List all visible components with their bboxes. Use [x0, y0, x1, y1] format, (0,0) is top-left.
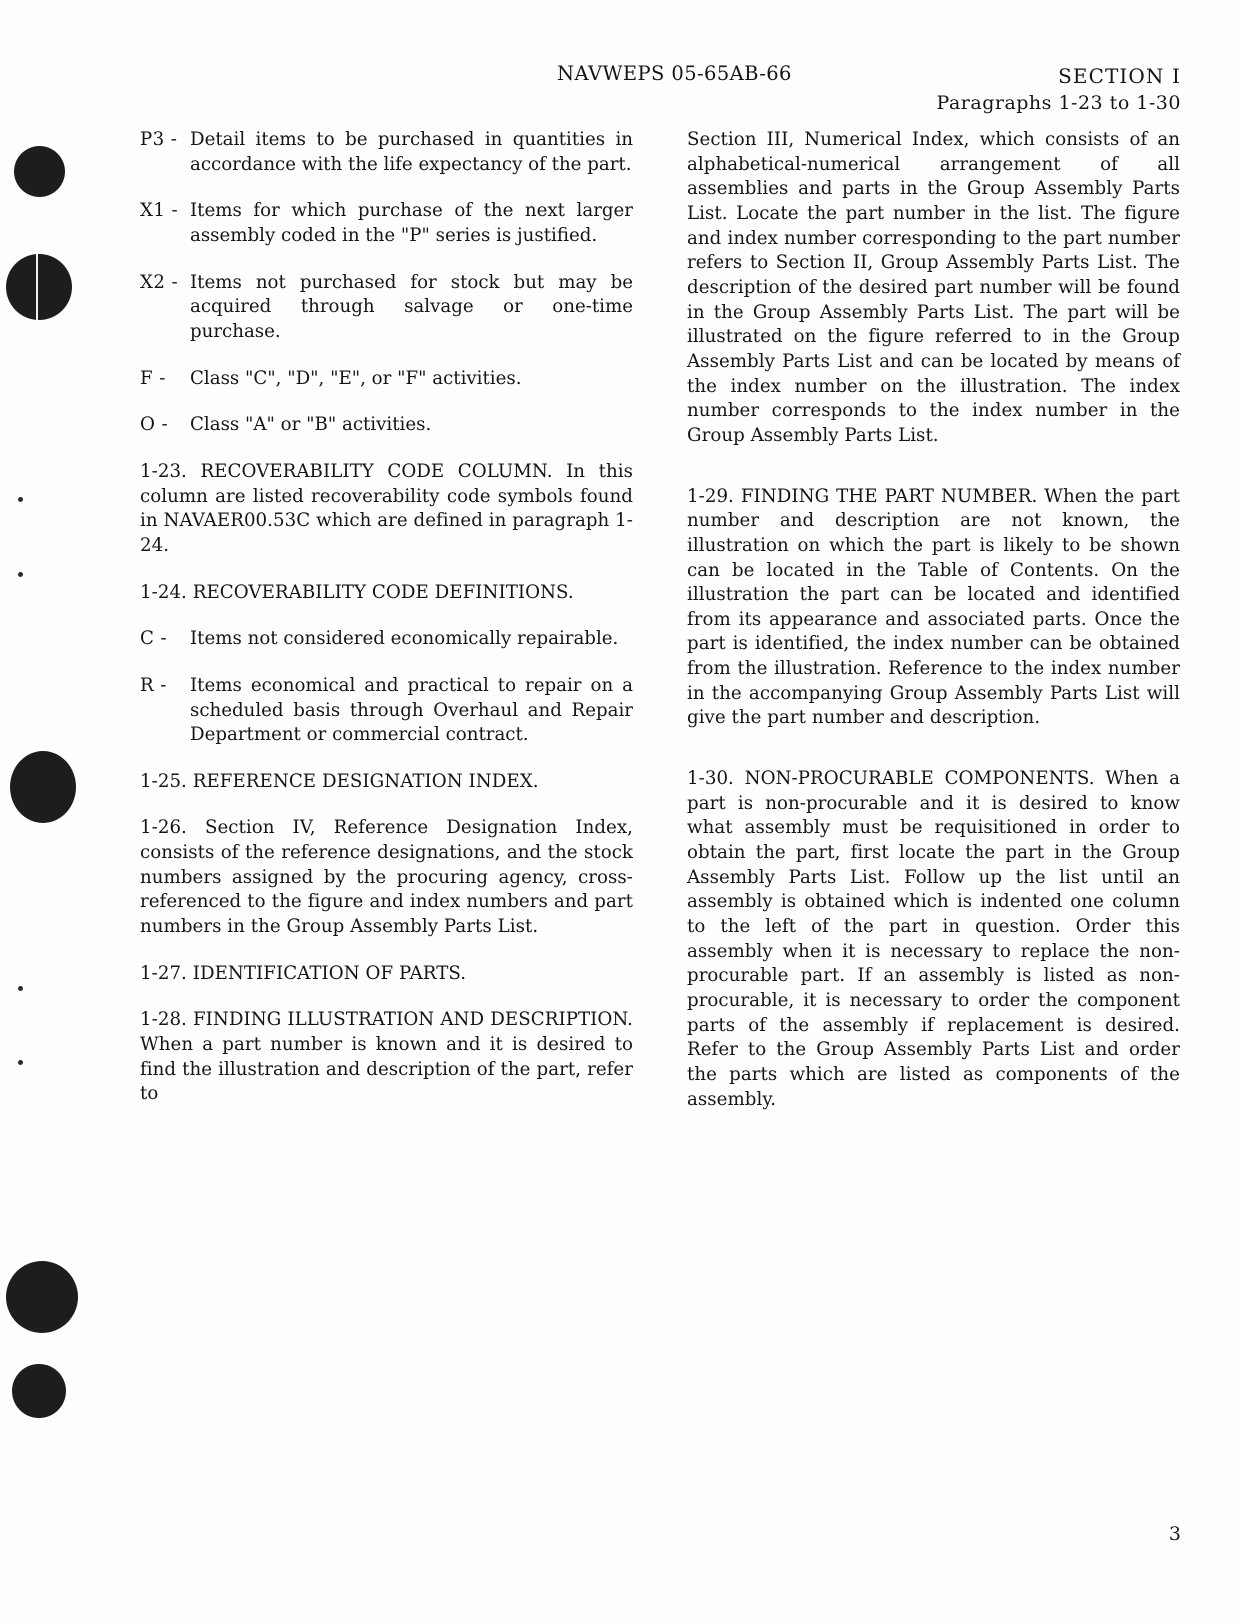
code-description: Detail items to be purchased in quantities in accordance with the life expectancy of the part. [190, 129, 633, 175]
paragraph-1-28-continued: Section III, Numerical Index, which consists of an alphabetical-numerical arrangement of all assemblies and parts in the Group Assembly Parts List. Locate the part number in the list. The figure and index number corresponding to the part number refers to Section II, Group Assembly Parts List. The description of the desired part number will be found in the Group Assembly Parts List. The part will be illustrated on the figure referred to in the Group Assembly Parts List and can be located by means of the index number on the illustration. The index number corresponds to the index number in the Group Assembly Parts List. [687, 129, 1180, 446]
left-column [140, 128, 633, 1107]
code-definition-f [140, 367, 633, 392]
code-label: X2 - [140, 271, 179, 293]
hole-punch-artifact-3 [10, 751, 76, 823]
code-definition-c [140, 627, 633, 652]
code-label: O - [140, 414, 169, 436]
page-header [120, 62, 1181, 122]
code-description: Items not considered economically repairable. [190, 628, 619, 650]
code-description: Class "C", "D", "E", or "F" activities. [190, 367, 522, 389]
code-description: Items economical and practical to repair on a scheduled basis through Overhaul and Repair Department or commercial contract. [190, 674, 633, 746]
scan-speck-3 [18, 986, 23, 991]
section-label: SECTION I [1058, 64, 1181, 88]
paragraph-range-label: Paragraphs 1-23 to 1-30 [936, 92, 1181, 115]
code-description: Items for which purchase of the next larger assembly coded in the "P" series is justified. [190, 200, 633, 246]
header-right-block [937, 62, 1181, 117]
body-columns [140, 128, 1180, 1112]
paragraph-1-26: 1-26. Section IV, Reference Designation Index, consists of the reference designations, and the stock numbers assigned by the procuring agency, cross-referenced to the figure and index numbers and part numbers in the Group Assembly Parts List. [140, 817, 633, 938]
code-label: P3 - [140, 129, 178, 150]
code-definition-p3 [140, 128, 633, 177]
document-number: NAVWEPS 05-65AB-66 [557, 62, 792, 85]
hole-punch-artifact-4 [6, 1261, 78, 1333]
code-label: X1 - [140, 200, 179, 222]
column-spacer [687, 471, 1180, 485]
hole-punch-artifact-2 [6, 254, 72, 320]
hole-punch-artifact-5 [12, 1364, 66, 1418]
scan-speck-2 [18, 572, 23, 577]
paragraph-1-27-heading: 1-27. IDENTIFICATION OF PARTS. [140, 962, 467, 984]
code-label: F - [140, 367, 166, 389]
column-spacer [687, 753, 1180, 767]
hole-punch-artifact-1 [14, 146, 65, 197]
code-definition-r [140, 674, 633, 748]
paragraph-1-29: 1-29. FINDING THE PART NUMBER. When the part number and description are not known, the illustration on which the part is likely to be shown can be located in the Table of Contents. On the illustration the part can be located and identified from its appearance and associated parts. Once the part is identified, the index number can be obtained from the illustration. Reference to the index number in the accompanying Group Assembly Parts List will give the part number and description. [687, 485, 1180, 729]
paragraph-1-24-heading: 1-24. RECOVERABILITY CODE DEFINITIONS. [140, 581, 574, 603]
code-label: C - [140, 628, 168, 650]
scan-speck-1 [18, 497, 23, 502]
paragraph-1-28: 1-28. FINDING ILLUSTRATION AND DESCRIPTION. When a part number is known and it is desired to find the illustration and description of the part, refer to [140, 1009, 633, 1105]
scan-speck-4 [18, 1060, 23, 1065]
paragraph-1-30: 1-30. NON-PROCURABLE COMPONENTS. When a part is non-procurable and it is desired to know what assembly must be requisitioned in order to obtain the part, first locate the part in the Group Assembly Parts List. Follow up the list until an assembly is obtained which is indented one column to the left of the part in question. Order this assembly when it is necessary to replace the non-procurable part. If an assembly is listed as non-procurable, it is necessary to order the component parts of the assembly if replacement is desired. Refer to the Group Assembly Parts List and order the parts which are listed as components of the assembly. [687, 768, 1180, 1110]
code-description: Class "A" or "B" activities. [190, 414, 432, 436]
code-definition-x1 [140, 199, 633, 248]
code-label: R - [140, 674, 167, 696]
paragraph-1-23: 1-23. RECOVERABILITY CODE COLUMN. In this column are listed recoverability code symbols found in NAVAER00.53C which are defined in paragraph 1-24. [140, 460, 633, 556]
paragraph-1-25-heading: 1-25. REFERENCE DESIGNATION INDEX. [140, 770, 539, 792]
code-definition-x2 [140, 271, 633, 345]
page-number: 3 [1168, 1523, 1181, 1545]
code-definition-o [140, 413, 633, 438]
right-column [687, 128, 1180, 1112]
code-description: Items not purchased for stock but may be acquired through salvage or one-time purchase. [190, 271, 633, 342]
